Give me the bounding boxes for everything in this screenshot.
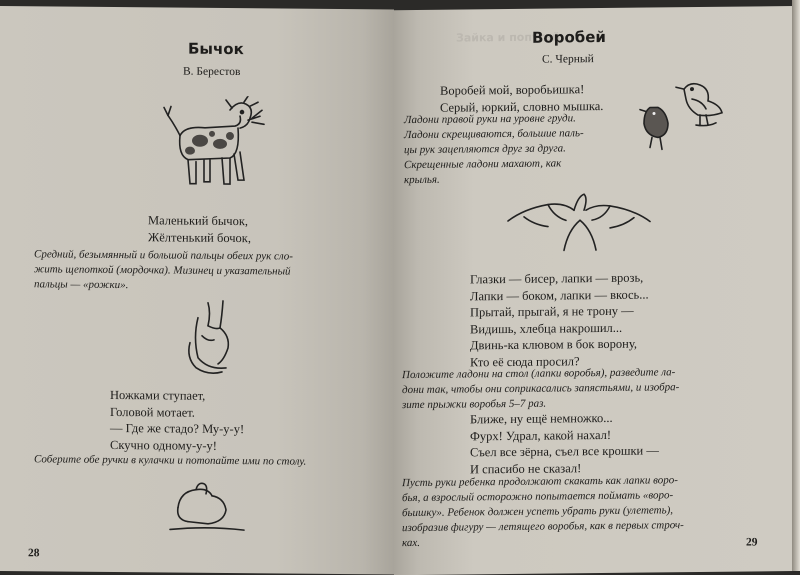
instruction-line: Ладони скрещиваются, большие паль- bbox=[404, 127, 584, 142]
right-page bbox=[394, 6, 794, 575]
instruction-vorobey-2 bbox=[402, 364, 774, 413]
sparrow-illustration bbox=[630, 77, 730, 158]
calf-illustration bbox=[160, 95, 270, 191]
verse-line: Двинь-ка клювом в бок ворону, bbox=[470, 336, 637, 353]
instruction-line: бья, а взрослый осторожно попытается поймать «воро- bbox=[402, 489, 674, 505]
page-number-left: 28 bbox=[28, 547, 40, 560]
instruction-line: Пусть руки ребенка продолжают скакать как лапки воро- bbox=[402, 474, 678, 490]
instruction-bychok-2: Соберите обе ручки в кулачки и потопайте ими по столу. bbox=[34, 453, 307, 468]
verse-line: Ножками ступает, bbox=[110, 387, 206, 403]
instruction-line: Средний, безымянный и большой пальцы обеих рук сло- bbox=[34, 248, 293, 263]
verse-line: Глазки — бисер, лапки — врозь, bbox=[470, 270, 644, 287]
verse-line: Съел все зёрна, съел все крошки — bbox=[470, 443, 659, 460]
page-number-right: 29 bbox=[746, 536, 758, 549]
verse-line: Серый, юркий, словно мышка. bbox=[440, 98, 604, 115]
verse-line: Видишь, хлебца накрошил... bbox=[470, 320, 623, 336]
instruction-line: ках. bbox=[402, 536, 421, 550]
verse-line: Фурх! Удрал, какой нахал! bbox=[470, 427, 612, 443]
crossed-hands-illustration bbox=[504, 189, 654, 255]
verse-line: Лапки — боком, лапки — вкось... bbox=[470, 287, 649, 303]
instruction-line: Положите ладони на стол (лапки воробья), разведите ла- bbox=[402, 366, 676, 382]
poem-title-bychok: Бычок bbox=[188, 39, 244, 59]
instruction-line: дони так, чтобы они соприкасались запястьями, и изобра- bbox=[402, 381, 680, 397]
verse-line: Прытай, прыгай, я не трону — bbox=[470, 303, 634, 320]
verse-line: Скучно одному-у-у! bbox=[110, 437, 217, 453]
instruction-line: пальцы — «рожки». bbox=[34, 278, 129, 292]
verse-bychok-1 bbox=[148, 212, 251, 246]
hand-horns-illustration bbox=[178, 298, 248, 379]
instruction-vorobey-3 bbox=[402, 472, 774, 551]
verse-vorobey-2 bbox=[470, 270, 649, 371]
poem-author: С. Черный bbox=[542, 53, 594, 66]
show-through-text: Зайка и попугай bbox=[456, 30, 561, 45]
verse-line: И спасибо не сказал! bbox=[470, 460, 582, 476]
fist-illustration bbox=[168, 477, 248, 538]
instruction-bychok-1 bbox=[34, 247, 374, 295]
instruction-line: крылья. bbox=[404, 173, 440, 187]
left-page bbox=[0, 6, 394, 574]
verse-line: Головой мотает. bbox=[110, 404, 195, 420]
verse-line: — Где же стадо? Му-у-у! bbox=[110, 420, 245, 437]
verse-line: Кто её сюда просил? bbox=[470, 353, 580, 369]
verse-vorobey-3 bbox=[470, 409, 659, 477]
instruction-line: Скрещенные ладони махают, как bbox=[404, 157, 562, 172]
instruction-line: цы рук зацепляются друг за друга. bbox=[404, 142, 566, 157]
instruction-line: жить щепоткой (мордочка). Мизинец и указательный bbox=[34, 263, 291, 278]
instruction-line: Ладони правой руки на уровне груди. bbox=[404, 112, 576, 127]
verse-line: Ближе, ну ещё немножко... bbox=[470, 410, 613, 427]
verse-line: Воробей мой, воробьишка! bbox=[440, 82, 585, 98]
instruction-vorobey-1 bbox=[404, 111, 636, 188]
verse-bychok-2 bbox=[110, 387, 244, 454]
instruction-line: изобразив фигуру — летящего воробья, как в первых строч- bbox=[402, 519, 684, 535]
verse-line: Жёлтенький бочок, bbox=[148, 229, 251, 245]
poem-author: В. Берестов bbox=[183, 65, 241, 79]
book-edge bbox=[792, 0, 800, 571]
verse-line: Маленький бычок, bbox=[148, 213, 249, 229]
instruction-line: зите прыжки воробья 5–7 раз. bbox=[402, 397, 547, 412]
poem-title-vorobey: Воробей bbox=[532, 27, 606, 47]
instruction-line: бьишку». Ребенок должен успеть убрать руки (улететь), bbox=[402, 504, 674, 520]
